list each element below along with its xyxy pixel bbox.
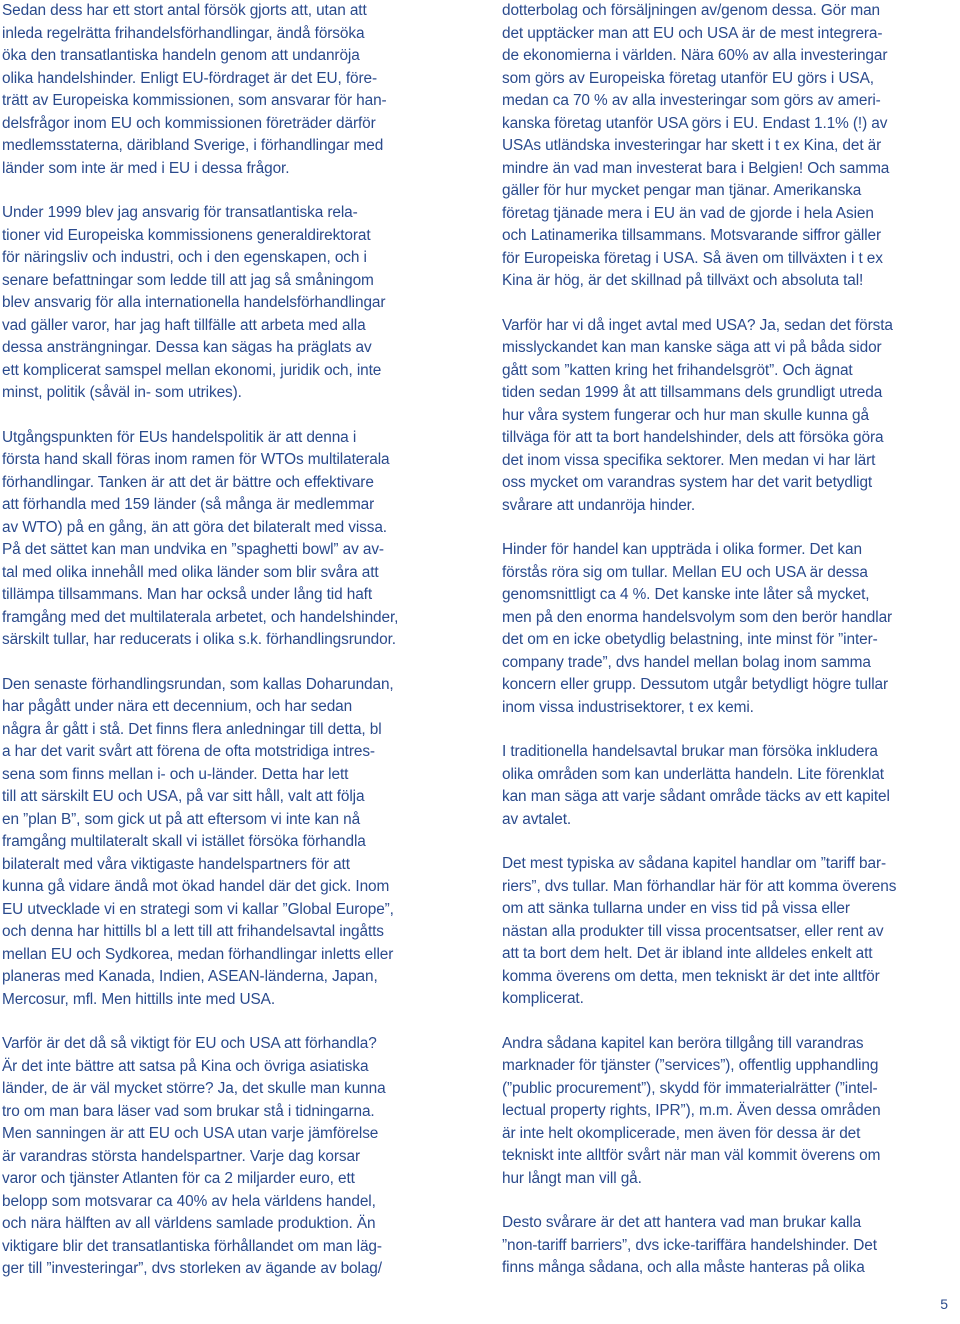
left-column xyxy=(2,0,458,1303)
paragraph: Det mest typiska av sådana kapitel handlar om ”tariff bar- riers”, dvs tullar. Man förhandlar här för att komma överens om att sänka tullarna under en viss tid på vissa eller nästan alla produkter till vissa procentsatser, eller rent av att ta bort dem helt. Det är ibland inte alldeles enkelt att komma överens om detta, men tekniskt är det inte alltför komplicerat. xyxy=(502,855,897,1007)
paragraph: Hinder för handel kan uppträda i olika former. Det kan förstås röra sig om tullar. Mellan EU och USA är dessa genomsnittligt ca 4 %. Det kanske inte låter så mycket, men på den enorma handelsvolym som den berör handlar det om en icke obetydlig belastning, inte minst för ”inter- company trade”, dvs handel mellan bolag inom samma koncern eller grupp. Dessutom utgår betydligt högre tullar inom vissa industrisektorer, t ex kemi. xyxy=(502,541,893,716)
paragraph: Sedan dess har ett stort antal försök gjorts att, utan att inleda regelrätta frihandelsförhandlingar, ändå försöka öka den transatlantiska handeln genom att undanröja olika handelshinder. Enligt EU-fördraget är det EU, före- trätt av Europeiska kommissionen, som ansvarar för han- delsfrågor inom EU och kommissionen företräder därför medlemsstaterna, däribland Sverige, i förhandlingar med länder som inte är med i EU i dessa frågor. xyxy=(2,2,387,177)
paragraph: Desto svårare är det att hantera vad man brukar kalla ”non-tariff barriers”, dvs icke-tariffära handelshinder. Det finns många sådana, och alla måste hanteras på olika xyxy=(502,1214,877,1276)
page-number: 5 xyxy=(940,1296,948,1312)
paragraph: Den senaste förhandlingsrundan, som kallas Doharundan, har pågått under nära ett decennium, och har sedan några år gått i stå. Det finns flera anledningar till detta, bl a har det varit svårt att förena de ofta motstridiga intres- sena som finns mellan i- och u-länder. Detta har lett till att särskilt EU och USA, på var sitt håll, valt att följa en ”plan B”, som gick ut på att eftersom vi inte kan nå framgång multilateralt skall vi istället försöka förhandla bilateralt med våra viktigaste handelspartners för att kunna gå vidare ändå mot ökad handel där det gick. Inom EU utvecklade vi en strategi som vi kallar ”Global Europe”, och denna har hittills bl a lett till att frihandelsavtal ingåtts mellan EU och Sydkorea, medan förhandlingar inletts eller planeras med Kanada, Indien, ASEAN-länderna, Japan, Mercosur, mfl. Men hittills inte med USA. xyxy=(2,675,394,1008)
paragraph: dotterbolag och försäljningen av/genom dessa. Gör man det upptäcker man att EU och USA är de mest integrera- de ekonomierna i världen. Nära 60% av alla investeringar som görs av Europeiska företag utanför EU görs i USA, medan ca 70 % av alla investeringar som görs av ameri- kanska företag utanför USA görs i EU. Endast 1.1% (!) av USAs utländska investeringar har skett i t ex Kina, det är mindre än vad man investerat bara i Belgien! Och samma gäller för hur mycket pengar man tjänar. Amerikanska företag tjänade mera i EU än vad de gjorde i hela Asien och Latinamerika tillsammans. Motsvarande siffror gäller för Europeiska företag i USA. Så även om tillväxten i t ex Kina är hög, är det skillnad på tillväxt och absoluta tal! xyxy=(502,2,890,289)
paragraph: Under 1999 blev jag ansvarig för transatlantiska rela- tioner vid Europeiska kommissionens generaldirektorat för näringsliv och industri, och i den egenskapen, och i senare befattningar som ledde till att jag så småningom blev ansvarig för alla internationella handelsförhandlingar vad gäller varor, har jag haft tillfälle att arbeta med alla dessa ansträngningar. Dessa kan sägas ha präglats av ett komplicerat samspel mellan ekonomi, juridik och, inte minst, politik (såväl in- som utrikes). xyxy=(2,204,386,401)
paragraph: Varför har vi då inget avtal med USA? Ja, sedan det första misslyckandet kan man kanske säga att vi på båda sidor gått som ”katten kring het frihandelsgröt”. Och ägnat tiden sedan 1999 åt att tillsammans dels grundligt utreda hur våra system fungerar och hur man skulle kunna gå tillväga för att ta bort handelshinder, dels att försöka göra det inom vissa specifika sektorer. Men medan vi har lärt oss mycket om varandras system har det varit betydligt svårare att undanröja hinder. xyxy=(502,316,893,514)
right-column xyxy=(502,0,958,1302)
paragraph: I traditionella handelsavtal brukar man försöka inkludera olika områden som kan underlätta handeln. Lite förenklat kan man säga att varje sådant område täcks av ett kapitel av avtalet. xyxy=(502,743,890,828)
paragraph: Varför är det då så viktigt för EU och USA att förhandla? Är det inte bättre att satsa på Kina och övriga asiatiska länder, de är väl mycket större? Ja, det skulle man kunna tro om man bara läser vad som brukar stå i tidningarna. Men sanningen är att EU och USA utan varje jämförelse är varandras största handelspartner. Varje dag korsar varor och tjänster Atlanten för ca 2 miljarder euro, ett belopp som motsvarar ca 40% av hela världens handel, och nära hälften av all världens samlade produktion. Än viktigare blir det transatlantiska förhållandet om man läg- ger till ”investeringar”, dvs storleken av ägande av bolag/ xyxy=(2,1035,386,1277)
paragraph: Andra sådana kapitel kan beröra tillgång till varandras marknader för tjänster (”services”), offentlig upphandling (”public procurement”), skydd för immaterialrätter (”intel- lectual property rights, IPR”), m.m. Även dessa områden är inte helt okomplicerade, men även för dessa är det tekniskt inte alltför svårt när man väl kommit överens om hur långt man vill gå. xyxy=(502,1034,881,1187)
paragraph: Utgångspunkten för EUs handelspolitik är att denna i första hand skall föras inom ramen för WTOs multilaterala förhandlingar. Tanken är att det är bättre och effektivare att förhandla med 159 länder (så många är medlemmar av WTO) på en gång, än att göra det bilateralt med vissa. På det sättet kan man undvika en ”spaghetti bowl” av av- tal med olika innehåll med olika länder som blir svåra att tillämpa tillsammans. Man har också under lång tid haft framgång med det multilaterala arbetet, och handelshinder, särskilt tullar, har reducerats i olika s.k. förhandlingsrundor. xyxy=(2,428,399,648)
